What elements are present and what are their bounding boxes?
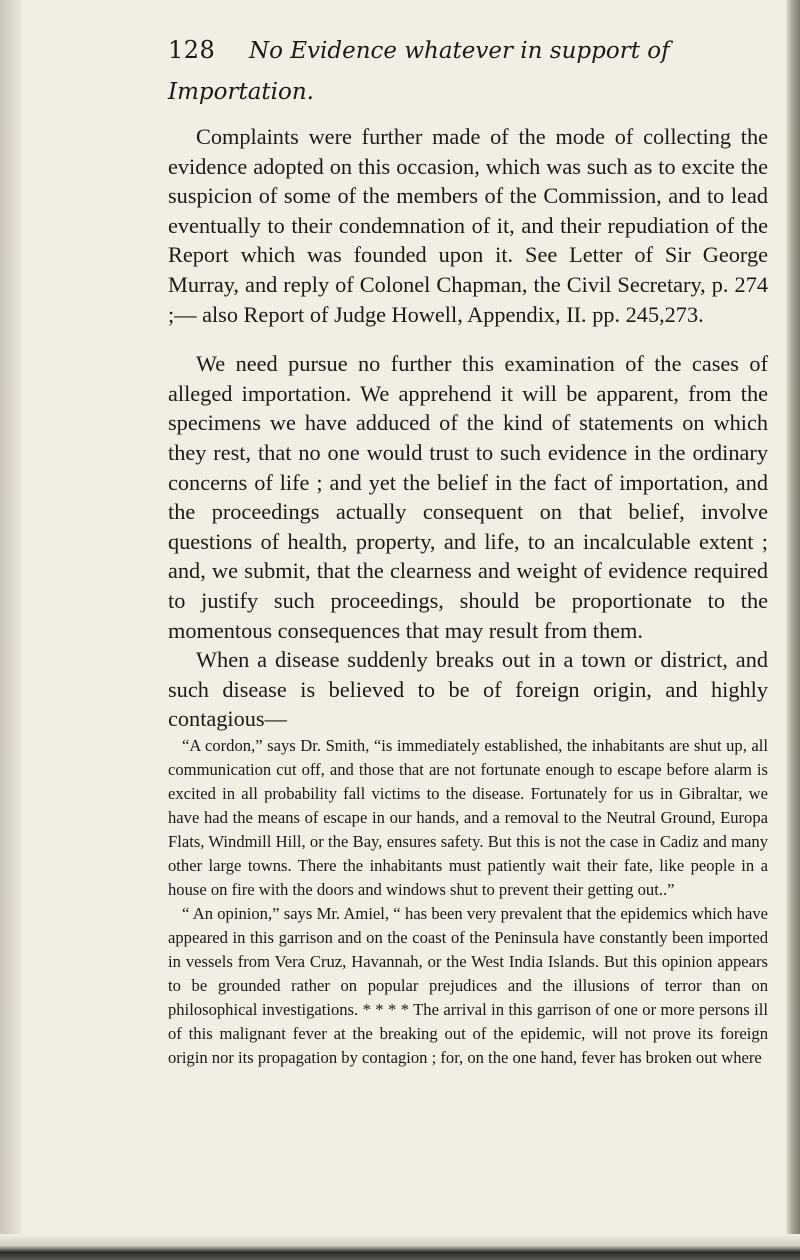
running-header [168,30,768,112]
book-page [168,30,768,1070]
quote-dr-smith: “A cordon,” says Dr. Smith, “is immediately established, the inhabitants are shut up, all communication cut off, and those that are not fortunate enough to escape before alarm is excited in all probability fall victims to the disease. Fortunately for us in Gibraltar, we have had the means of escape in our hands, and a removal to the Neutral Ground, Europa Flats, Windmill Hill, or the Bay, ensures safety. But this is not the case in Cadiz and many other large towns. There the inhabitants must patiently wait their fate, like people in a house on fire with the doors and windows shut to prevent their getting out..” [168,735,768,899]
paragraph-complaints: Complaints were further made of the mode of collecting the evidence adopted on this occasion, which was such as to excite the suspicion of some of the members of the Commission, and to lead eventually to their condemnation of it, and their repudiation of the Report which was founded upon it. See Letter of Sir George Murray, and reply of Colonel Chapman, the Civil Secretary, p. 274 ;— also Report of Judge Howell, Appendix, II. pp. 245,273. [168,124,768,327]
running-title: No Evidence whatever in support of Importation. [168,38,670,105]
quote-mr-amiel: “ An opinion,” says Mr. Amiel, “ has been very prevalent that the epidemics which have appeared in this garrison and on the coast of the Peninsula have constantly been imported in vessels from Vera Cruz, Havannah, or the West India Islands. But this opinion appears to be grounded rather on popular prejudices and the illusions of terror than on philosophical investigations. * * * * The arrival in this garrison of one or more persons ill of this malignant fever at the breaking out of the epidemic, will not prove its foreign origin nor its propagation by contagion ; for, on the one hand, fever has broken out where [168,903,768,1067]
page-number: 128 [168,36,216,64]
paragraph-disease-outbreak: When a disease suddenly breaks out in a town or district, and such disease is believed to be of foreign origin, and highly contagious— [168,647,768,732]
scan-bottom-edge [0,1234,800,1260]
book-binding-shadow [0,0,22,1260]
page-edge-shadow [786,0,800,1260]
paragraph-examination: We need pursue no further this examination of the cases of alleged importation. We apprehend it will be apparent, from the specimens we have adduced of the kind of statements on which they rest, that no one would trust to such evidence in the ordinary concerns of life ; and yet the belief in the fact of importation, and the proceedings actually consequent on that belief, involve questions of health, property, and life, to an incalculable extent ; and, we submit, that the clearness and weight of evidence required to justify such proceedings, should be proportionate to the momentous consequences that may result from them. [168,351,768,643]
